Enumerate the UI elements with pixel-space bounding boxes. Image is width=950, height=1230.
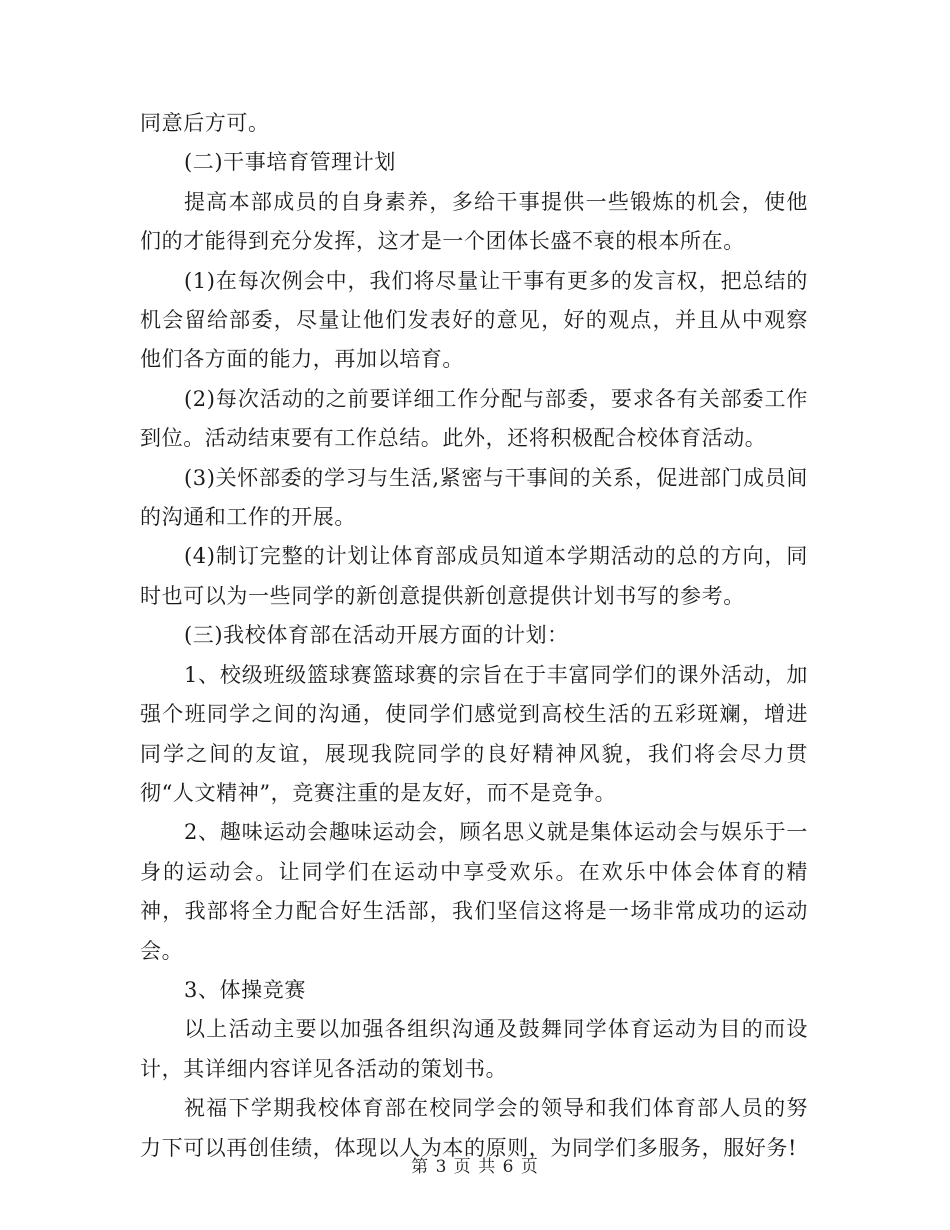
list-item: 3、体操竞赛 <box>184 977 306 1002</box>
section-heading: (三)我校体育部在活动开展方面的计划： <box>184 623 569 648</box>
list-item: 2、趣味运动会趣味运动会，顾名思义就是集体运动会与娱乐于一身的运动会。让同学们在运动中享受欢乐。在欢乐中体会体育的精神，我部将全力配合好生活部，我们坚信这将是一场非常成功的运动会。 <box>140 820 808 963</box>
page-number-footer: 第 3 页 共 6 页 <box>411 1157 539 1177</box>
document-body <box>140 104 808 1168</box>
list-item: (4)制订完整的计划让体育部成员知道本学期活动的总的方向，同时也可以为一些同学的新创意提供新创意提供计划书写的参考。 <box>140 544 808 608</box>
list-item: (1)在每次例会中，我们将尽量让干事有更多的发言权，把总结的机会留给部委，尽量让他们发表好的意见，好的观点，并且从中观察他们各方面的能力，再加以培育。 <box>140 268 808 372</box>
list-item: (3)关怀部委的学习与生活,紧密与干事间的关系，促进部门成员间的沟通和工作的开展。 <box>140 465 808 530</box>
paragraph: 以上活动主要以加强各组织沟通及鼓舞同学体育运动为目的而设计，其详细内容详见各活动的策划书。 <box>140 1017 808 1081</box>
list-item: 1、校级班级篮球赛篮球赛的宗旨在于丰富同学们的课外活动，加强个班同学之间的沟通，使同学们感觉到高校生活的五彩斑斓，增进同学之间的友谊，展现我院同学的良好精神风貌，我们将会尽力贯彻“人文精神”，竞赛注重的是友好，而不是竞争。 <box>140 662 808 805</box>
paragraph: 祝福下学期我校体育部在校同学会的领导和我们体育部人员的努力下可以再创佳绩，体现以人为本的原则，为同学们多服务，服好务! <box>140 1096 808 1160</box>
section-heading: (二)干事培育管理计划 <box>184 150 396 175</box>
paragraph: 提高本部成员的自身素养，多给干事提供一些锻炼的机会，使他们的才能得到充分发挥，这才是一个团体长盛不衰的根本所在。 <box>140 189 808 254</box>
list-item: (2)每次活动的之前要详细工作分配与部委，要求各有关部委工作到位。活动结束要有工作总结。此外，还将积极配合校体育活动。 <box>140 386 808 451</box>
paragraph: 同意后方可。 <box>140 111 270 135</box>
